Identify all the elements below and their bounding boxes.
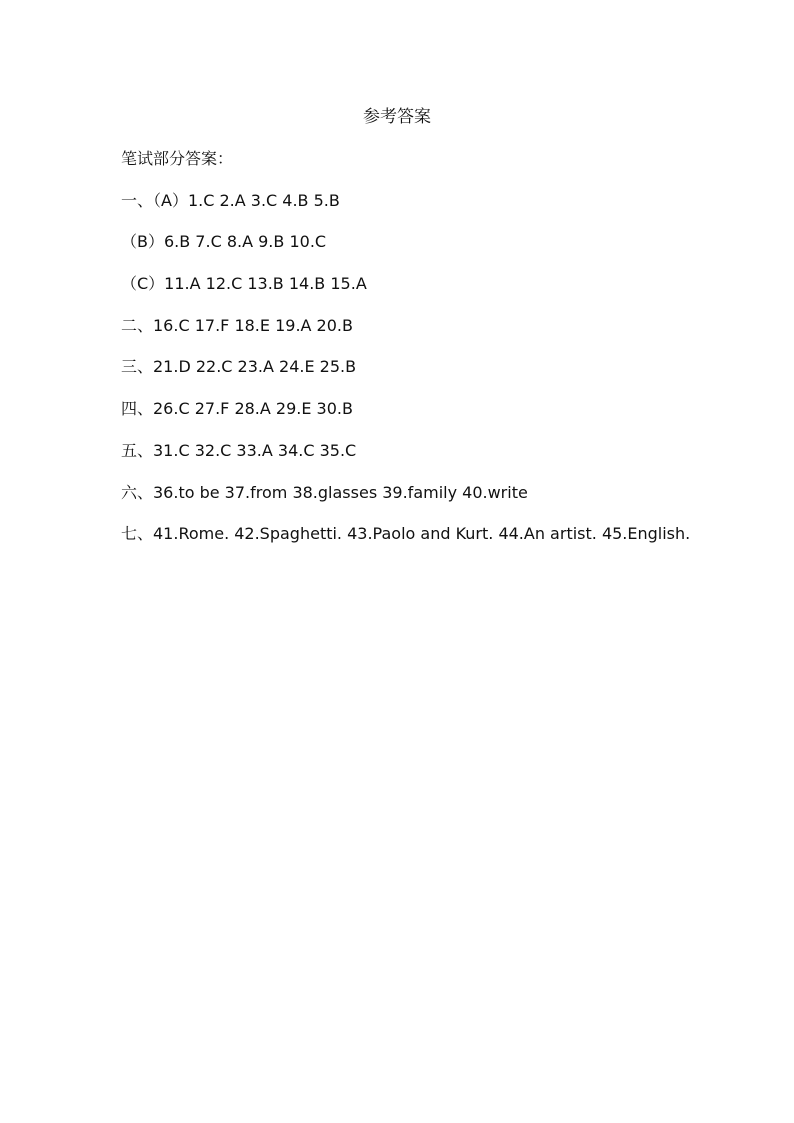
answer-line-3: 三、21.D 22.C 23.A 24.E 25.B (121, 357, 357, 377)
answer-line-7: 七、41.Rome. 42.Spaghetti. 43.Paolo and Kurt. 44.An artist. 45.English. (121, 524, 691, 544)
answer-list (121, 148, 761, 565)
answer-line-4: 四、26.C 27.F 28.A 29.E 30.B (121, 399, 353, 419)
answer-line-5: 五、31.C 32.C 33.A 34.C 35.C (121, 440, 357, 460)
document-title: 参考答案 (363, 107, 431, 127)
answer-line-2: 二、16.C 17.F 18.E 19.A 20.B (121, 315, 353, 335)
answer-line-1b: （B）6.B 7.C 8.A 9.B 10.C (121, 232, 327, 252)
answer-line-6: 六、36.to be 37.from 38.glasses 39.family 40.write (121, 482, 528, 502)
answer-line-1a: 一、（A）1.C 2.A 3.C 4.B 5.B (121, 190, 340, 210)
section-heading: 笔试部分答案： (121, 149, 234, 168)
answer-line-1c: （C）11.A 12.C 13.B 14.B 15.A (121, 274, 367, 294)
